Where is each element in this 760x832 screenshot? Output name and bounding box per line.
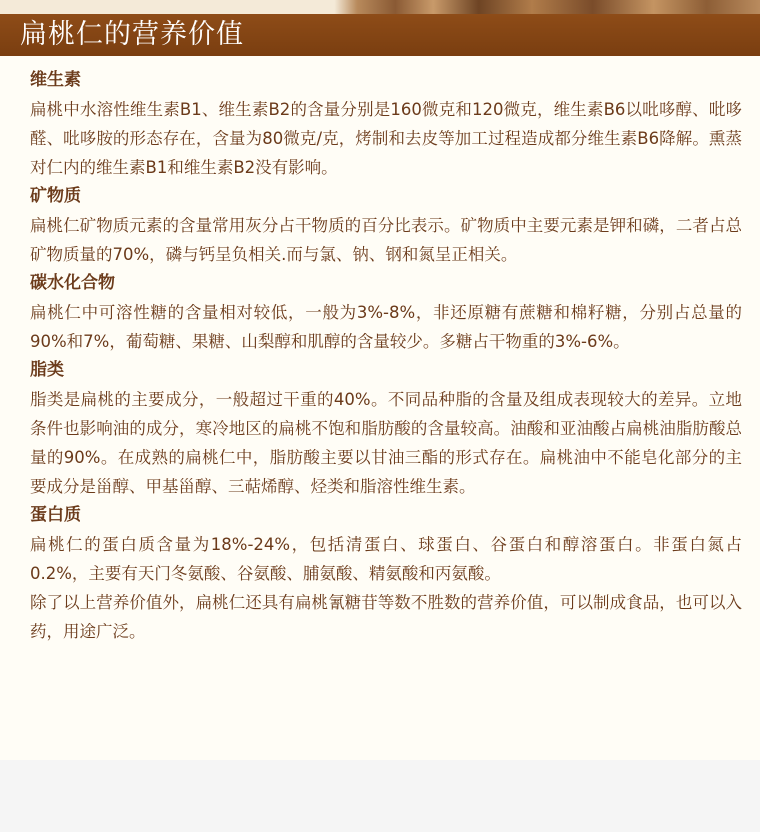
section-carbohydrates [30,269,742,356]
section-heading: 维生素 [30,70,81,90]
almond-photo-strip [0,0,760,14]
section-heading: 蛋白质 [30,505,81,525]
section-minerals [30,182,742,269]
section-body: 扁桃仁的蛋白质含量为18%-24%，包括清蛋白、球蛋白、谷蛋白和醇溶蛋白。非蛋白氮占0.2%，主要有天门冬氨酸、谷氨酸、脯氨酸、精氨酸和丙氨酸。 [30,535,742,583]
section-body: 扁桃中水溶性维生素B1、维生素B2的含量分别是160微克和120微克，维生素B6以吡哆醇、吡哆醛、吡哆胺的形态存在，含量为80微克/克，烤制和去皮等加工过程造成都分维生素B6降解。熏蒸对仁内的维生素B1和维生素B2没有影响。 [30,100,742,177]
article-content [30,66,742,646]
section-lipids [30,356,742,501]
section-heading: 碳水化合物 [30,273,115,293]
page-title: 扁桃仁的营养价值 [20,19,244,50]
header-bar [0,14,760,56]
section-body: 脂类是扁桃的主要成分，一般超过干重的40%。不同品种脂的含量及组成表现较大的差异。立地条件也影响油的成分，寒冷地区的扁桃不饱和脂肪酸的含量较高。油酸和亚油酸占扁桃油脂肪酸总量的90%。在成熟的扁桃仁中，脂肪酸主要以甘油三酯的形式存在。扁桃油中不能皂化部分的主要成分是甾醇、甲基甾醇、三萜烯醇、烃类和脂溶性维生素。 [30,390,742,496]
section-protein [30,501,742,588]
closing-paragraph: 除了以上营养价值外，扁桃仁还具有扁桃氰糖苷等数不胜数的营养价值，可以制成食品，也可以入药，用途广泛。 [30,593,742,641]
section-heading: 脂类 [30,360,64,380]
section-body: 扁桃仁矿物质元素的含量常用灰分占干物质的百分比表示。矿物质中主要元素是钾和磷，二者占总矿物质量的70%，磷与钙呈负相关.而与氯、钠、钢和氮呈正相关。 [30,216,742,264]
section-vitamins [30,66,742,182]
section-body: 扁桃仁中可溶性糖的含量相对较低，一般为3%-8%，非还原糖有蔗糖和棉籽糖，分别占总量的90%和7%，葡萄糖、果糖、山梨醇和肌醇的含量较少。多糖占干物重的3%-6%。 [30,303,742,351]
footer-background [0,760,760,832]
section-heading: 矿物质 [30,186,81,206]
